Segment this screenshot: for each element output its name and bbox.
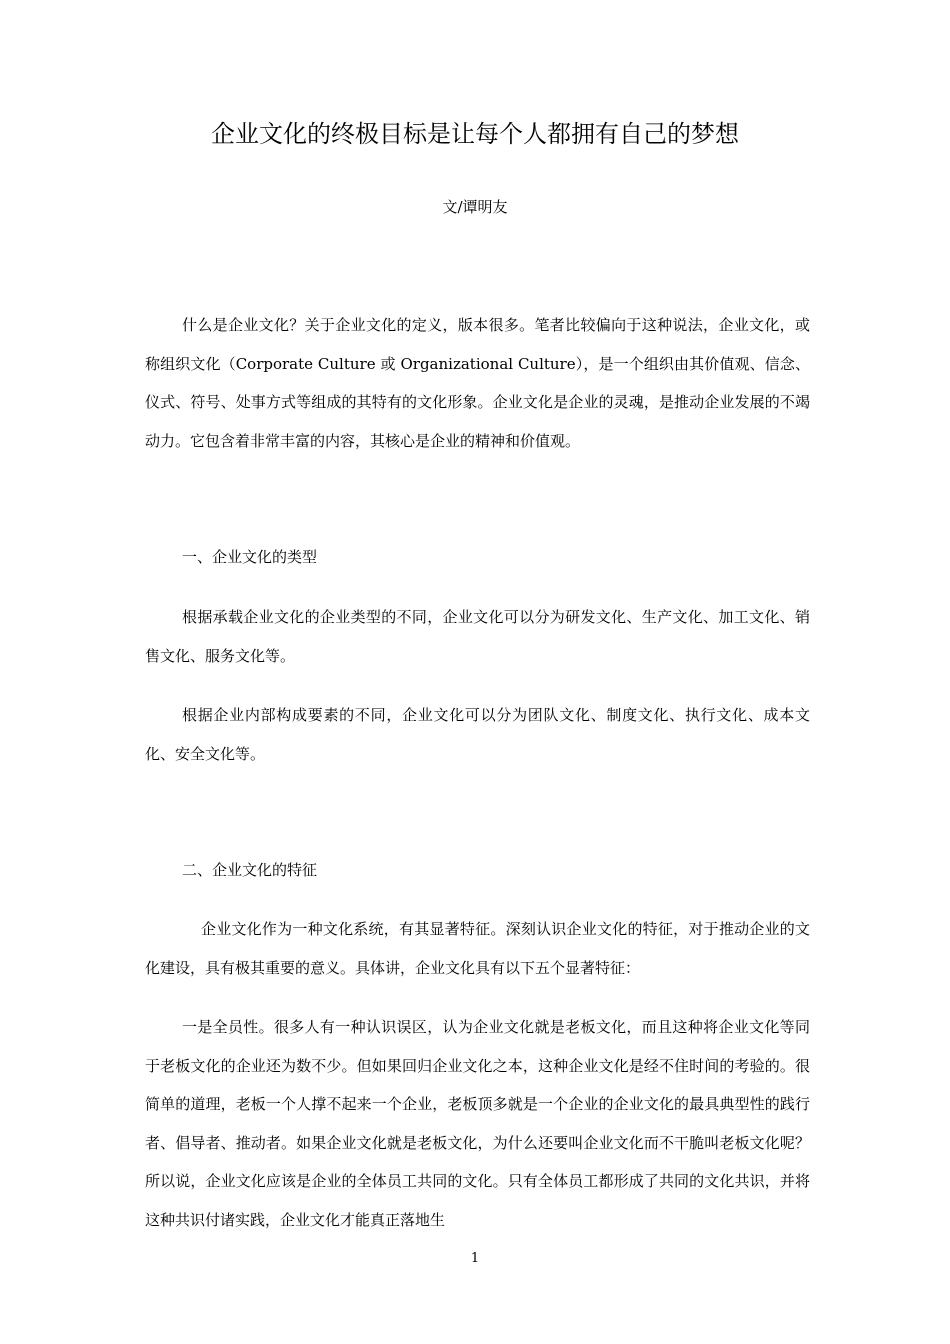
author-byline: 文/谭明友 (442, 198, 508, 216)
document-title: 企业文化的终极目标是让每个人都拥有自己的梦想 (211, 120, 739, 148)
intro-paragraph: 什么是企业文化？关于企业文化的定义，版本很多。笔者比较偏向于这种说法，企业文化，或称组织文化（Corporate Culture 或 Organizational Culture），是一个组织由其价值观、信念、仪式、符号、处事方式等组成的其特有的文化形象。企业文化是企业的灵魂，是推动企业发展的不竭动力。它包含着非常丰富的内容，其核心是企业的精神和价值观。 (145, 316, 810, 450)
section-heading-types: 一、企业文化的类型 (182, 548, 318, 566)
section-heading-features: 二、企业文化的特征 (182, 861, 318, 879)
types-paragraph-2: 根据企业内部构成要素的不同，企业文化可以分为团队文化、制度文化、执行文化、成本文化、安全文化等。 (145, 706, 810, 763)
feature-1-paragraph: 一是全员性。很多人有一种认识误区，认为企业文化就是老板文化，而且这种将企业文化等同于老板文化的企业还为数不少。但如果回归企业文化之本，这种企业文化是经不住时间的考验的。很简单的道理，老板一个人撑不起来一个企业，老板顶多就是一个企业的企业文化的最具典型性的践行者、倡导者、推动者。如果企业文化就是老板文化，为什么还要叫企业文化而不干脆叫老板文化呢？所以说，企业文化应该是企业的全体员工共同的文化。只有全体员工都形成了共同的文化共识，并将这种共识付诸实践，企业文化才能真正落地生 (145, 1018, 810, 1229)
page-number: 1 (470, 1251, 480, 1266)
features-intro-paragraph: 企业文化作为一种文化系统，有其显著特征。深刻认识企业文化的特征，对于推动企业的文化建设，具有极其重要的意义。具体讲，企业文化具有以下五个显著特征： (145, 920, 810, 977)
types-paragraph-1: 根据承载企业文化的企业类型的不同，企业文化可以分为研发文化、生产文化、加工文化、销售文化、服务文化等。 (145, 608, 810, 665)
